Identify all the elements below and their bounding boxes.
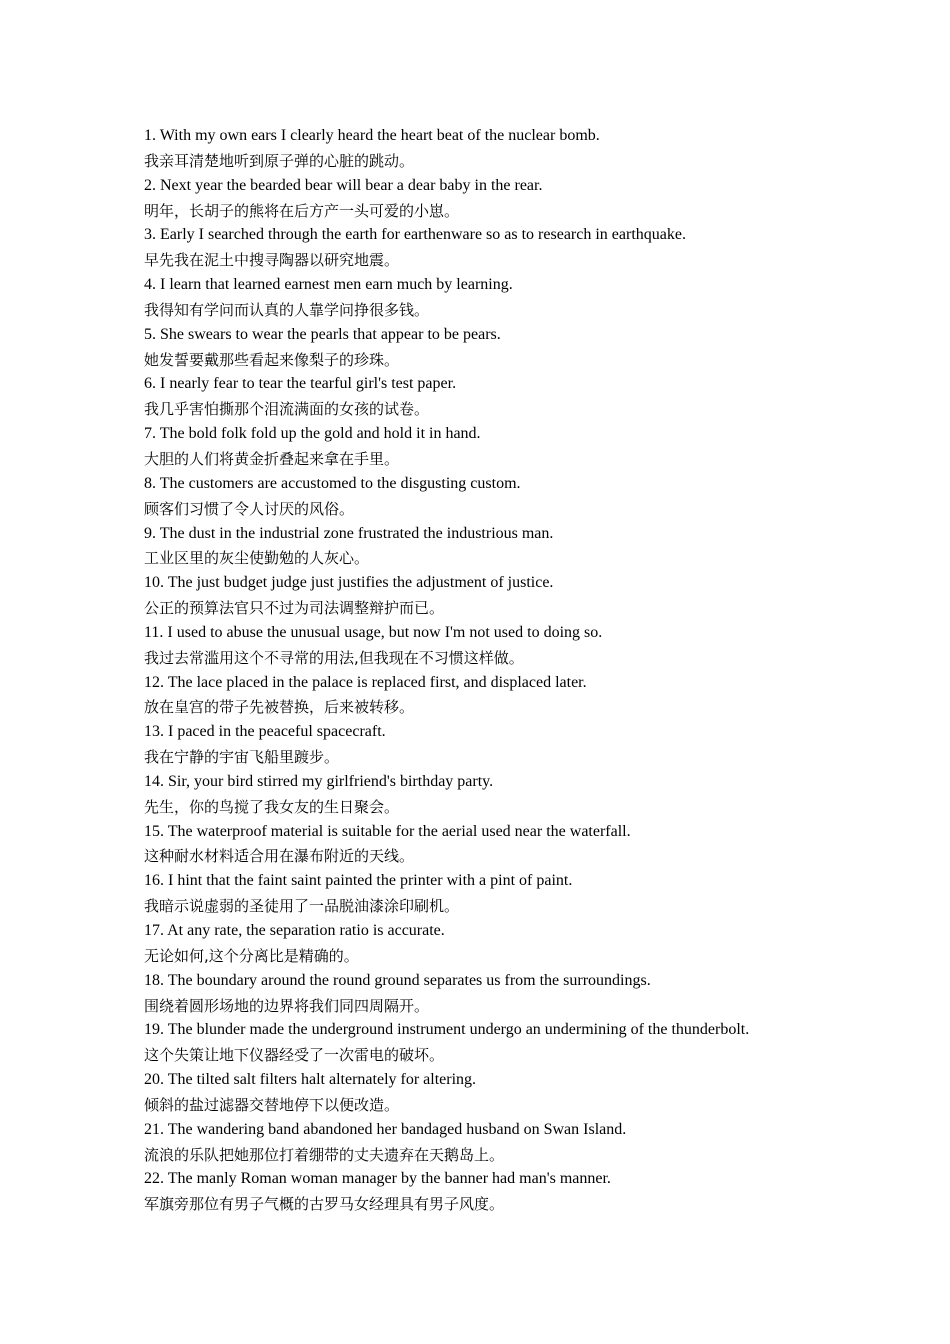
sentence-english: 14. Sir, your bird stirred my girlfriend's birthday party.	[144, 772, 494, 790]
sentence-english: 10. The just budget judge just justifies the adjustment of justice.	[144, 574, 554, 592]
sentence-english: 19. The blunder made the underground instrument undergo an undermining of the thunderbolt.	[144, 1021, 750, 1039]
sentence-chinese: 我在宁静的宇宙飞船里踱步。	[144, 748, 340, 767]
sentence-chinese: 我几乎害怕撕那个泪流满面的女孩的试卷。	[144, 400, 430, 419]
sentence-english: 9. The dust in the industrial zone frustrated the industrious man.	[144, 524, 554, 542]
sentence-english: 5. She swears to wear the pearls that appear to be pears.	[144, 325, 501, 343]
sentence-list	[144, 124, 844, 1217]
sentence-english: 21. The wandering band abandoned her bandaged husband on Swan Island.	[144, 1120, 627, 1138]
sentence-chinese: 我暗示说虚弱的圣徒用了一品脱油漆涂印刷机。	[144, 897, 460, 916]
sentence-chinese: 我亲耳清楚地听到原子弹的心脏的跳动。	[144, 151, 415, 170]
sentence-chinese: 放在皇宫的带子先被替换，后来被转移。	[144, 698, 415, 717]
sentence-english: 4. I learn that learned earnest men earn much by learning.	[144, 276, 513, 294]
sentence-chinese: 先生，你的鸟搅了我女友的生日聚会。	[144, 797, 400, 816]
sentence-english: 17. At any rate, the separation ratio is accurate.	[144, 922, 445, 939]
sentence-chinese: 顾客们习惯了令人讨厌的风俗。	[144, 499, 355, 518]
sentence-english: 11. I used to abuse the unusual usage, but now I'm not used to doing so.	[144, 623, 603, 641]
sentence-chinese: 工业区里的灰尘使勤勉的人灰心。	[144, 549, 370, 568]
sentence-chinese: 她发誓要戴那些看起来像梨子的珍珠。	[144, 350, 400, 369]
sentence-chinese: 公正的预算法官只不过为司法调整辩护而已。	[144, 599, 445, 618]
sentence-english: 1. With my own ears I clearly heard the heart beat of the nuclear bomb.	[144, 127, 600, 144]
sentence-english: 22. The manly Roman woman manager by the banner had man's manner.	[144, 1170, 611, 1188]
sentence-chinese: 我得知有学问而认真的人靠学问挣很多钱。	[144, 300, 430, 319]
sentence-english: 7. The bold folk fold up the gold and hold it in hand.	[144, 425, 481, 443]
sentence-chinese: 军旗旁那位有男子气概的古罗马女经理具有男子风度。	[144, 1195, 505, 1214]
sentence-chinese: 倾斜的盐过滤器交替地停下以便改造。	[144, 1095, 400, 1114]
sentence-english: 16. I hint that the faint saint painted the printer with a pint of paint.	[144, 872, 573, 890]
sentence-chinese: 大胆的人们将黄金折叠起来拿在手里。	[144, 449, 400, 468]
sentence-english: 12. The lace placed in the palace is replaced first, and displaced later.	[144, 673, 587, 691]
sentence-english: 6. I nearly fear to tear the tearful girl's test paper.	[144, 375, 457, 393]
sentence-chinese: 无论如何,这个分离比是精确的。	[144, 946, 359, 965]
sentence-english: 18. The boundary around the round ground separates us from the surroundings.	[144, 971, 651, 989]
sentence-chinese: 我过去常滥用这个不寻常的用法,但我现在不习惯这样做。	[144, 648, 524, 667]
sentence-chinese: 这种耐水材料适合用在瀑布附近的天线。	[144, 847, 415, 866]
sentence-english: 3. Early I searched through the earth for earthenware so as to research in earthquake.	[144, 226, 686, 244]
sentence-chinese: 这个失策让地下仪器经受了一次雷电的破坏。	[144, 1046, 445, 1065]
sentence-english: 2. Next year the bearded bear will bear a dear baby in the rear.	[144, 176, 543, 194]
sentence-chinese: 早先我在泥土中搜寻陶器以研究地震。	[144, 251, 400, 270]
sentence-english: 20. The tilted salt filters halt alternately for altering.	[144, 1071, 477, 1089]
sentence-chinese: 流浪的乐队把她那位打着绷带的丈夫遗弃在天鹅岛上。	[144, 1145, 505, 1164]
sentence-english: 8. The customers are accustomed to the disgusting custom.	[144, 474, 521, 492]
sentence-chinese: 明年，长胡子的熊将在后方产一头可爱的小崽。	[144, 201, 460, 220]
sentence-english: 15. The waterproof material is suitable for the aerial used near the waterfall.	[144, 822, 631, 840]
sentence-english: 13. I paced in the peaceful spacecraft.	[144, 723, 386, 741]
sentence-chinese: 围绕着圆形场地的边界将我们同四周隔开。	[144, 996, 430, 1015]
